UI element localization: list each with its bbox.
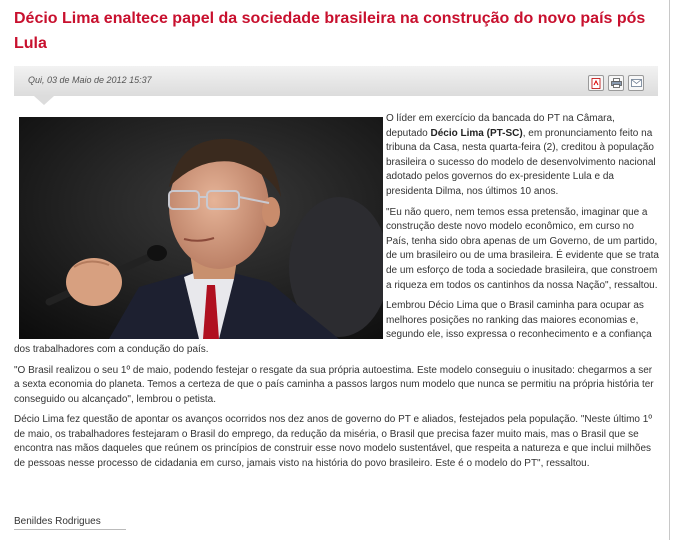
paragraph-4: "O Brasil realizou o seu 1º de maio, podendo festejar o resgate da sua própria autoestima. Este modelo conseguiu o inusitado: chegarmos a ser a sexta economia do planeta. Temos a certeza de que o país caminha a passos largos num modelo que nunca se permitiu na própria história ter conseguido ou alcançado", lembrou o petista. xyxy=(14,364,654,405)
paragraph-3: Lembrou Décio Lima que o Brasil caminha para ocupar as melhores posições no ranking das maiores economias e, segundo ele, isso expressa o reconhecimento e a confiança dos trabalhadores com a condução do país. xyxy=(14,300,652,355)
article-author: Benildes Rodrigues xyxy=(14,516,126,530)
paragraph-5: Décio Lima fez questão de apontar os avanços ocorridos nos dez anos de governo do PT e aliados, festejados pela população. "Neste último 1º de maio, os trabalhadores festejaram o Brasil do emprego, da redução da miséria, o Brasil que precisa fazer muito mais, mas o Brasil que se encontra nas mãos daqueles que reúnem os princípios de construir esse novo modelo sustentável, que respeita a natureza e que inclui milhões de pessoas nesse processo de cidadania em curso, jamais visto na história do povo brasileiro. Este é o modelo do PT", ressaltou. xyxy=(14,414,652,470)
article-meta-bar xyxy=(14,66,658,96)
pdf-icon[interactable] xyxy=(588,75,604,91)
meta-bar-pointer xyxy=(34,96,54,105)
print-icon[interactable] xyxy=(608,75,624,91)
article-title[interactable]: Décio Lima enaltece papel da sociedade brasileira na construção do novo país pós Lula xyxy=(14,10,646,52)
paragraph-2: "Eu não quero, nem temos essa pretensão, imaginar que a construção deste novo modelo econômico, em curso no País, tenha sido obra apenas de um Governo, de um partido, de um brasileiro ou de uma brasileira. É evidente que se trata de um esforço de toda a sociedade brasileira, que constroem a riqueza em todos os cantinhos da nossa Nação", ressaltou. xyxy=(386,206,659,291)
paragraph-1: O líder em exercício da bancada do PT na Câmara, deputado Décio Lima (PT-SC), em pronunciamento feito na tribuna da Casa, nesta quarta-feira (2), creditou à população brasileira o sucesso do modelo de desenvolvimento nacional adotado pelos governos do ex-presidente Lula e da presidenta Dilma, nos últimos 10 anos. xyxy=(386,113,656,197)
article-date: Qui, 03 de Maio de 2012 15:37 xyxy=(28,75,152,85)
article-body xyxy=(14,112,659,478)
page-right-border xyxy=(669,0,670,540)
deputy-name: Décio Lima (PT-SC) xyxy=(430,127,523,139)
email-icon[interactable] xyxy=(628,75,644,91)
photo-spacer xyxy=(14,112,386,339)
article-tools xyxy=(588,75,644,91)
